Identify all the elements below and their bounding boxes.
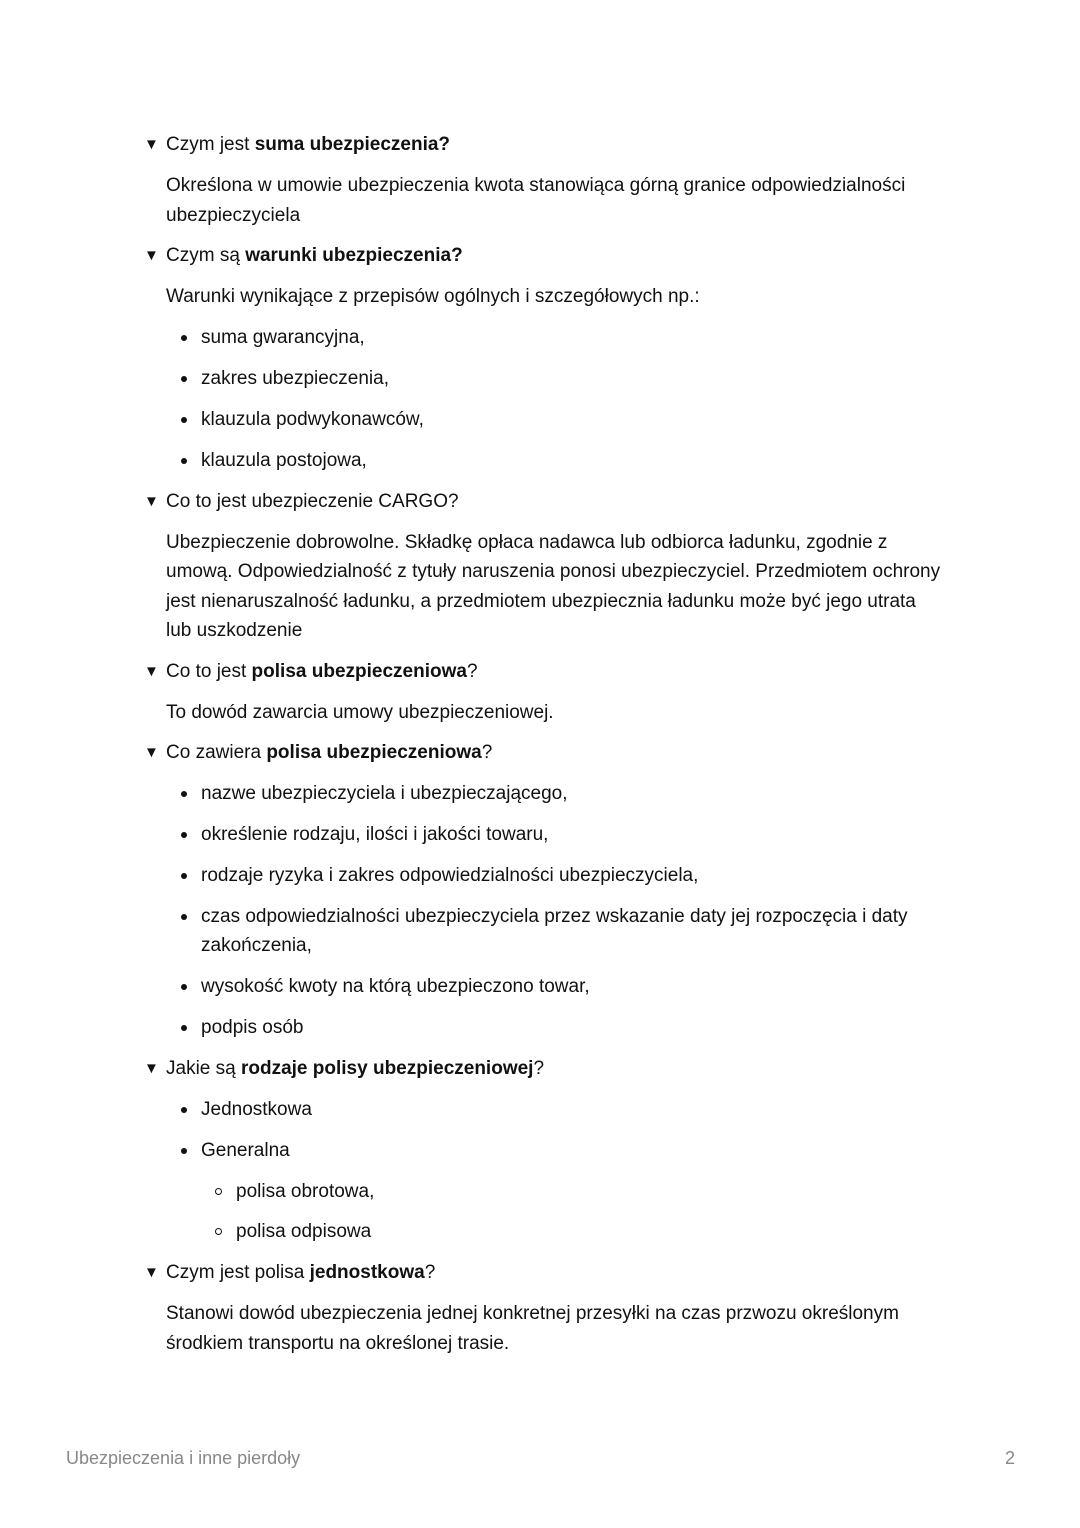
triangle-down-icon[interactable]: ▼ [144, 662, 159, 680]
question-segment: Czym jest [166, 134, 255, 155]
sub-list-item [236, 1177, 944, 1206]
list-item-text: wysokość kwoty na którą ubezpieczono towar, [201, 976, 590, 997]
faq-section [144, 738, 944, 1042]
triangle-down-icon[interactable]: ▼ [144, 492, 159, 510]
bullet-icon [181, 1107, 187, 1113]
bullet-list [144, 323, 944, 475]
question-text [166, 487, 459, 516]
sub-bullet-list [201, 1177, 944, 1246]
list-item [166, 972, 944, 1001]
toggle-question[interactable] [144, 1258, 944, 1287]
list-item-text: zakres ubezpieczenia, [201, 367, 389, 389]
list-item [166, 446, 944, 475]
sub-list-item-text: polisa obrotowa, [236, 1181, 375, 1202]
answer-text: Ubezpieczenie dobrowolne. Składkę opłaca nadawca lub odbiorca ładunku, zgodnie z umową. Odpowiedzialność z tytuły naruszenia ponosi ubezpieczyciel. Przedmiotem ochrony jest nienaruszalność ładunku, a przedmiotem ubezpiecznia ładunku może być jego utrata lub uszkodzenie [166, 531, 941, 641]
list-item-text: czas odpowiedzialności ubezpieczyciela przez wskazanie daty jej rozpoczęcia i daty zakończenia, [201, 906, 908, 956]
triangle-down-icon[interactable]: ▼ [144, 1060, 159, 1077]
document-content [144, 130, 944, 1369]
list-item-text: klauzula podwykonawców, [201, 408, 424, 430]
question-segment: Co to jest ubezpieczenie CARGO? [166, 490, 459, 512]
faq-section [144, 657, 944, 728]
bullet-list [144, 779, 944, 1042]
bullet-icon [181, 832, 187, 838]
list-item [166, 1013, 944, 1042]
toggle-question[interactable] [144, 487, 944, 516]
toggle-question[interactable] [144, 130, 944, 159]
question-segment: ? [481, 742, 493, 763]
list-item-text: Jednostkowa [201, 1099, 312, 1120]
faq-section [144, 1258, 944, 1358]
list-item [166, 323, 944, 352]
list-item [166, 902, 944, 960]
list-item-text: rodzaje ryzyka i zakres odpowiedzialności ubezpieczyciela, [201, 865, 699, 886]
circle-bullet-icon [215, 1228, 222, 1235]
list-item [166, 820, 944, 849]
question-segment: polisa ubezpieczeniowa [266, 742, 482, 763]
list-item-text: Generalna [201, 1140, 290, 1161]
question-segment: Jakie są [166, 1058, 241, 1079]
bullet-icon [181, 376, 187, 382]
question-segment: ? [533, 1058, 545, 1079]
question-text [166, 241, 463, 270]
question-text [166, 738, 492, 767]
answer-text: Określona w umowie ubezpieczenia kwota stanowiąca górną granice odpowiedzialności ubezpieczyciela [166, 175, 906, 226]
bullet-icon [181, 984, 187, 990]
question-text [166, 130, 450, 159]
list-item-text: suma gwarancyjna, [201, 326, 365, 348]
answer-text: To dowód zawarcia umowy ubezpieczeniowej. [166, 701, 554, 723]
list-item-text: określenie rodzaju, ilości i jakości towaru, [201, 824, 549, 845]
sub-list-item-text: polisa odpisowa [236, 1221, 372, 1242]
question-segment: rodzaje polisy ubezpieczeniowej [240, 1058, 534, 1079]
triangle-down-icon[interactable]: ▼ [144, 1264, 159, 1281]
list-item [166, 861, 944, 890]
question-segment: Co to jest [166, 660, 252, 682]
page-number: 2 [1004, 1448, 1015, 1468]
bullet-icon [181, 1148, 187, 1154]
triangle-down-icon[interactable]: ▼ [144, 744, 159, 761]
question-text [166, 1054, 544, 1083]
list-item-text: nazwe ubezpieczyciela i ubezpieczającego, [201, 783, 568, 804]
list-item [166, 779, 944, 808]
bullet-icon [181, 791, 187, 797]
question-text [166, 1258, 435, 1287]
circle-bullet-icon [215, 1188, 222, 1195]
list-item [166, 1136, 944, 1246]
list-item [166, 405, 944, 434]
sub-list-item [236, 1217, 944, 1246]
question-text [166, 657, 478, 686]
question-segment: Czym jest polisa [166, 1262, 310, 1283]
question-segment: jednostkowa [309, 1262, 425, 1283]
bullet-icon [181, 914, 187, 920]
question-segment: warunki ubezpieczenia? [245, 245, 463, 266]
question-segment: ? [424, 1262, 436, 1283]
list-item-text: podpis osób [201, 1017, 304, 1038]
bullet-icon [181, 873, 187, 879]
toggle-question[interactable] [144, 1054, 944, 1083]
toggle-question[interactable] [144, 657, 944, 686]
faq-section [144, 1054, 944, 1246]
bullet-icon [181, 1025, 187, 1031]
answer-text: Stanowi dowód ubezpieczenia jednej konkretnej przesyłki na czas przwozu określonym środkiem transportu na określonej trasie. [166, 1303, 899, 1354]
faq-section [144, 241, 944, 475]
triangle-down-icon[interactable]: ▼ [144, 136, 159, 153]
footer-title: Ubezpieczenia i inne pierdoły [66, 1448, 301, 1468]
bullet-icon [181, 458, 187, 464]
bullet-list [144, 1095, 944, 1246]
question-segment: Co zawiera [166, 742, 267, 763]
toggle-question[interactable] [144, 738, 944, 767]
list-item-text: klauzula postojowa, [201, 449, 367, 471]
answer-text: Warunki wynikające z przepisów ogólnych i szczegółowych np.: [166, 286, 700, 307]
faq-section [144, 487, 944, 646]
question-segment: polisa ubezpieczeniowa [251, 660, 467, 682]
question-segment: Czym są [166, 245, 246, 266]
question-segment: ? [466, 660, 478, 682]
bullet-icon [181, 417, 187, 423]
faq-section [144, 130, 944, 230]
question-segment: suma ubezpieczenia? [254, 134, 451, 155]
list-item [166, 364, 944, 393]
triangle-down-icon[interactable]: ▼ [144, 247, 159, 264]
toggle-question[interactable] [144, 241, 944, 270]
bullet-icon [181, 335, 187, 341]
list-item [166, 1095, 944, 1124]
